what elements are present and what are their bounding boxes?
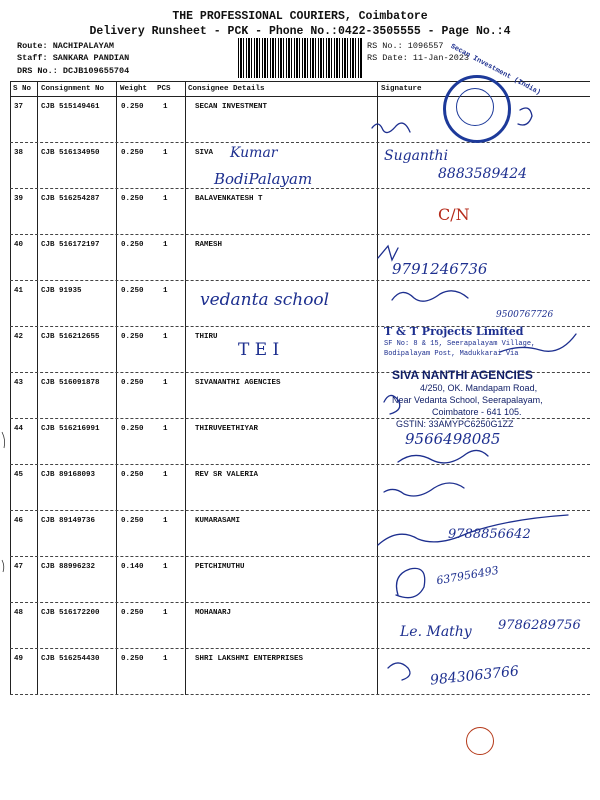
row-weight: 0.250 bbox=[121, 333, 144, 341]
row-pcs: 1 bbox=[163, 333, 168, 341]
handwriting-phone: 9500767726 bbox=[496, 310, 554, 320]
col-header-pcs: PCS bbox=[157, 85, 171, 93]
handwriting-le-mathy: Le. Mathy bbox=[400, 624, 472, 640]
handwriting-bodipalayam: BodiPalayam bbox=[214, 170, 313, 188]
row-pcs: 1 bbox=[163, 563, 168, 571]
row-consignment-no: CJB 516172197 bbox=[41, 241, 100, 249]
handwriting-phone: 9788856642 bbox=[448, 527, 531, 542]
handwriting-tei: T E I bbox=[238, 340, 280, 360]
handwriting-phone: 637956493 bbox=[435, 563, 500, 588]
signature-row-43 bbox=[384, 395, 400, 414]
row-weight: 0.250 bbox=[121, 287, 144, 295]
siva-addr2: Near Vedanta School, Seerapalayam, bbox=[392, 395, 543, 405]
handwriting-cn: C/N bbox=[438, 205, 470, 224]
row-pcs: 1 bbox=[163, 425, 168, 433]
drs-number: DRS No.: DCJB109655704 bbox=[17, 66, 130, 76]
handwriting-phone: 9843063766 bbox=[429, 663, 520, 689]
rs-date: RS Date: 11-Jan-2023 bbox=[367, 53, 470, 63]
row-consignment-no: CJB 89149736 bbox=[41, 517, 96, 525]
row-consignment-no: CJB 89168093 bbox=[41, 471, 96, 479]
signature-row-49 bbox=[388, 663, 410, 680]
handwriting-kumar: Kumar bbox=[230, 145, 278, 161]
row-sno: 44 bbox=[14, 425, 24, 433]
tt-projects-addr1: SF No: 8 & 15, Seerapalayam Village, bbox=[384, 340, 536, 348]
row-consignee: THIRUVEETHIYAR bbox=[195, 425, 259, 433]
signature-row-40 bbox=[378, 246, 398, 260]
tt-projects-name: T & T Projects Limited bbox=[384, 325, 524, 338]
row-sno: 49 bbox=[14, 655, 24, 663]
row-weight: 0.250 bbox=[121, 195, 144, 203]
row-consignee: SIVA bbox=[195, 149, 214, 157]
handwriting-phone: 9791246736 bbox=[392, 260, 488, 278]
row-pcs: 1 bbox=[163, 241, 168, 249]
signature-row-41 bbox=[392, 291, 468, 301]
row-sno: 38 bbox=[14, 149, 24, 157]
row-pcs: 1 bbox=[163, 149, 168, 157]
rs-number: RS No.: 1096557 bbox=[367, 41, 444, 51]
signature-row-46 bbox=[378, 515, 568, 545]
signature-row-44 bbox=[398, 450, 488, 462]
seal-text: Secan Investment (India) bbox=[449, 42, 542, 98]
col-header-weight: Weight bbox=[120, 85, 148, 93]
row-consignee: BALAVENKATESH T bbox=[195, 195, 263, 203]
row-sno: 47 bbox=[14, 563, 24, 571]
row-weight: 0.250 bbox=[121, 609, 144, 617]
row-consignee: SECAN INVESTMENT bbox=[195, 103, 268, 111]
row-pcs: 1 bbox=[163, 103, 168, 111]
row-consignment-no: CJB 516216991 bbox=[41, 425, 100, 433]
handwriting-phone: 9566498085 bbox=[405, 430, 501, 448]
col-header-sno: S No bbox=[13, 85, 32, 93]
row-pcs: 1 bbox=[163, 379, 168, 387]
signature-row-45 bbox=[384, 483, 464, 496]
handwriting-vedanta-school: vedanta school bbox=[200, 290, 330, 310]
col-header-signature: Signature bbox=[381, 85, 422, 93]
row-consignee: SHRI LAKSHMI ENTERPRISES bbox=[195, 655, 304, 663]
row-pcs: 1 bbox=[163, 609, 168, 617]
row-sno: 40 bbox=[14, 241, 24, 249]
row-pcs: 1 bbox=[163, 471, 168, 479]
row-pcs: 1 bbox=[163, 195, 168, 203]
signature-row-42 bbox=[500, 334, 576, 352]
siva-addr3: Coimbatore - 641 105. bbox=[432, 407, 522, 417]
signature-row-37 bbox=[372, 123, 410, 132]
staff-label: Staff: SANKARA PANDIAN bbox=[17, 53, 130, 63]
route-label: Route: NACHIPALAYAM bbox=[17, 41, 114, 51]
row-sno: 43 bbox=[14, 379, 24, 387]
row-consignee: RAMESH bbox=[195, 241, 223, 249]
row-consignment-no: CJB 515149461 bbox=[41, 103, 100, 111]
row-consignment-no: CJB 516134950 bbox=[41, 149, 100, 157]
left-margin-mark bbox=[2, 560, 4, 572]
row-weight: 0.250 bbox=[121, 241, 144, 249]
col-header-consignment: Consignment No bbox=[41, 85, 105, 93]
row-weight: 0.250 bbox=[121, 425, 144, 433]
row-consignment-no: CJB 516091878 bbox=[41, 379, 100, 387]
row-weight: 0.250 bbox=[121, 379, 144, 387]
row-sno: 39 bbox=[14, 195, 24, 203]
row-weight: 0.140 bbox=[121, 563, 144, 571]
row-weight: 0.250 bbox=[121, 517, 144, 525]
siva-gstin: GSTIN: 33AMYPC6250G1ZZ bbox=[396, 419, 514, 429]
row-consignment-no: CJB 91935 bbox=[41, 287, 82, 295]
row-weight: 0.250 bbox=[121, 103, 144, 111]
row-sno: 46 bbox=[14, 517, 24, 525]
row-sno: 45 bbox=[14, 471, 24, 479]
runsheet-title: Delivery Runsheet - PCK - Phone No.:0422-3505555 - Page No.:4 bbox=[89, 25, 511, 38]
row-consignment-no: CJB 516254430 bbox=[41, 655, 100, 663]
row-consignee: MOHANARJ bbox=[195, 609, 232, 617]
siva-addr1: 4/250, OK. Mandapam Road, bbox=[420, 383, 538, 393]
row-sno: 42 bbox=[14, 333, 24, 341]
row-pcs: 1 bbox=[163, 287, 168, 295]
row-sno: 48 bbox=[14, 609, 24, 617]
signature-row-47 bbox=[396, 568, 425, 597]
row-weight: 0.250 bbox=[121, 471, 144, 479]
row-consignment-no: CJB 516254287 bbox=[41, 195, 100, 203]
row-consignee: REV SR VALERIA bbox=[195, 471, 259, 479]
row-consignment-no: CJB 88996232 bbox=[41, 563, 96, 571]
handwriting-phone: 8883589424 bbox=[438, 166, 528, 182]
red-circle-mark bbox=[466, 727, 494, 755]
row-sno: 37 bbox=[14, 103, 24, 111]
siva-nanthi-name: SIVA NANTHI AGENCIES bbox=[392, 368, 533, 382]
row-consignment-no: CJB 516212655 bbox=[41, 333, 100, 341]
company-title: THE PROFESSIONAL COURIERS, Coimbatore bbox=[172, 10, 428, 23]
handwriting-suganthi: Suganthi bbox=[384, 148, 449, 164]
col-header-consignee: Consignee Details bbox=[188, 85, 265, 93]
row-consignee: KUMARASAMI bbox=[195, 517, 241, 525]
row-consignee: PETCHIMUTHU bbox=[195, 563, 245, 571]
row-pcs: 1 bbox=[163, 517, 168, 525]
signature-row-37-tail bbox=[518, 108, 532, 125]
row-sno: 41 bbox=[14, 287, 24, 295]
row-pcs: 1 bbox=[163, 655, 168, 663]
row-weight: 0.250 bbox=[121, 655, 144, 663]
row-consignment-no: CJB 516172200 bbox=[41, 609, 100, 617]
tt-projects-addr2: Bodipalayam Post, Madukkarai Via bbox=[384, 350, 519, 358]
row-consignee: THIRU bbox=[195, 333, 218, 341]
left-margin-mark bbox=[2, 432, 5, 448]
row-consignee: SIVANANTHI AGENCIES bbox=[195, 379, 281, 387]
row-weight: 0.250 bbox=[121, 149, 144, 157]
handwriting-phone: 9786289756 bbox=[498, 618, 581, 633]
